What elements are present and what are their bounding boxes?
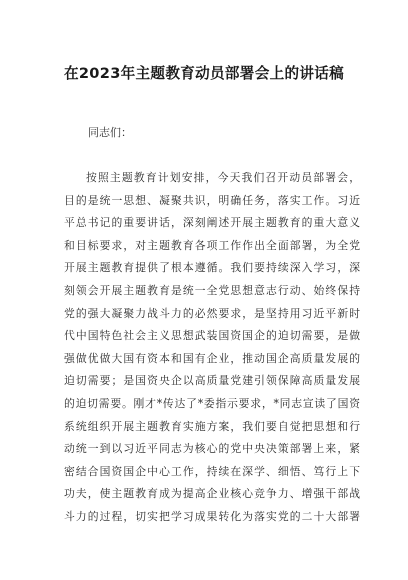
body-line: 开展主题教育提供了根本遵循。我们要持续深入学习，深 [64, 261, 360, 275]
body-line: 动统一到以习近平同志为核心的党中央决策部署上来，紧 [64, 442, 360, 456]
salutation: 同志们： [88, 126, 132, 139]
body-line: 和目标要求，对主题教育各项工作作出全面部署，为全党 [64, 238, 360, 252]
body-text [64, 169, 360, 531]
body-line: 平总书记的重要讲话，深刻阐述开展主题教育的重大意义 [64, 216, 360, 230]
body-line: 迫切需要；是国资央企以高质量党建引领保障高质量发展 [64, 374, 360, 388]
body-line: 目的是统一思想、凝聚共识，明确任务，落实工作。习近 [64, 193, 360, 207]
body-line: 系统组织开展主题教育实施方案，我们要自觉把思想和行 [64, 419, 360, 433]
body-line: 代中国特色社会主义思想武装国资国企的迫切需要，是做 [64, 329, 360, 343]
body-line: 斗力的过程，切实把学习成果转化为落实党的二十大部署 [64, 509, 360, 523]
body-line: 党的强大凝聚力战斗力的必然要求，是坚持用习近平新时 [64, 306, 360, 320]
body-line: 的迫切需要。刚才*传达了*委指示要求，*同志宣读了国资 [64, 396, 360, 410]
body-line: 功夫，使主题教育成为提高企业核心竞争力、增强干部战 [64, 487, 360, 501]
body-line: 密结合国资国企中心工作，持续在深学、细悟、笃行上下 [64, 464, 360, 478]
document-title: 在2023年主题教育动员部署会上的讲话稿 [63, 65, 345, 82]
body-line: 按照主题教育计划安排，今天我们召开动员部署会， [86, 171, 360, 184]
body-line: 强做优做大国有资本和国有企业，推动国企高质量发展的 [64, 351, 360, 365]
body-line: 刻领会开展主题教育是统一全党思想意志行动、始终保持 [64, 283, 360, 297]
